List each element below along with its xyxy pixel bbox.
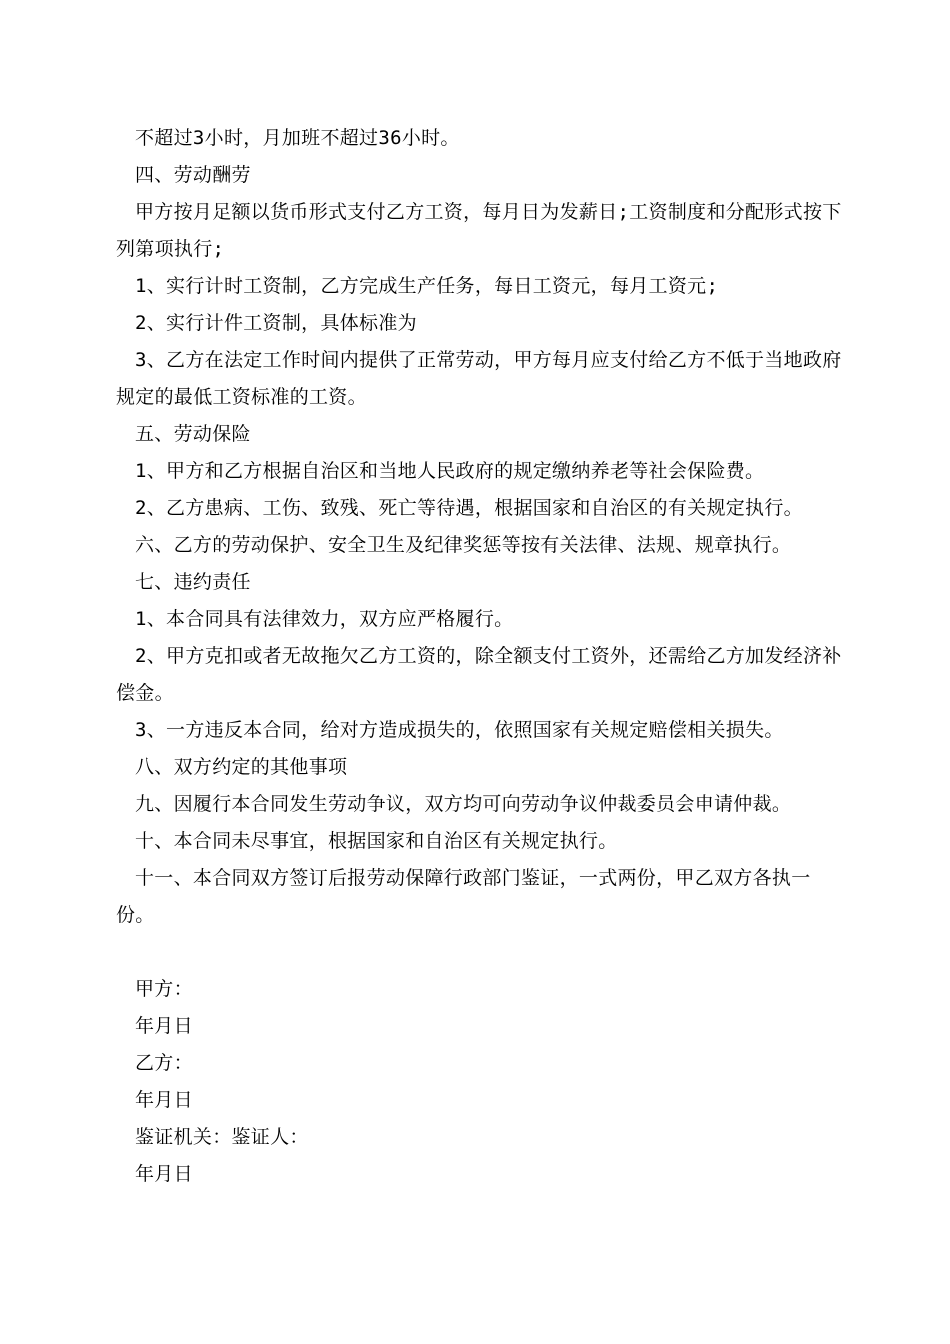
party-a-date: 年月日 [135,1015,193,1037]
party-b-date: 年月日 [135,1089,193,1111]
section-unaddressed-matters: 十、本合同未尽事宜，根据国家和自治区有关规定执行。 [135,830,618,852]
section-copies: 十一、本合同双方签订后报劳动保障行政部门鉴证，一式两份，甲乙双方各执一份。 [116,867,811,926]
section-heading-liability: 七、违约责任 [135,571,251,593]
section-labor-protection: 六、乙方的劳动保护、安全卫生及纪律奖惩等按有关法律、法规、规章执行。 [135,534,792,556]
contract-body [116,120,846,1193]
section-heading-insurance: 五、劳动保险 [135,423,251,445]
paragraph-legal-effect: 1、本合同具有法律效力，双方应严格履行。 [135,608,514,630]
party-b-label: 乙方： [135,1052,193,1074]
paragraph-injury-benefits: 2、乙方患病、工伤、致残、死亡等待遇，根据国家和自治区的有关规定执行。 [135,497,803,519]
paragraph-wage-arrears: 2、甲方克扣或者无故拖欠乙方工资的，除全额支付工资外，还需给乙方加发经济补偿金。 [116,645,842,704]
section-dispute-arbitration: 九、因履行本合同发生劳动争议，双方均可向劳动争议仲裁委员会申请仲裁。 [135,793,792,815]
paragraph-wage-payment: 甲方按月足额以货币形式支付乙方工资，每月日为发薪日;工资制度和分配形式按下列第项执行; [116,201,842,260]
paragraph-social-insurance: 1、甲方和乙方根据自治区和当地人民政府的规定缴纳养老等社会保险费。 [135,460,765,482]
paragraph-overtime-limit: 不超过3小时，月加班不超过36小时。 [135,127,460,149]
section-other-matters: 八、双方约定的其他事项 [135,756,348,778]
section-heading-remuneration: 四、劳动酬劳 [135,164,251,186]
paragraph-minimum-wage: 3、乙方在法定工作时间内提供了正常劳动，甲方每月应支付给乙方不低于当地政府规定的最低工资标准的工资。 [116,349,842,408]
authentication-date: 年月日 [135,1163,193,1185]
authentication-label: 鉴证机关：鉴证人： [135,1126,309,1148]
party-a-label: 甲方： [135,978,193,1000]
paragraph-breach-compensation: 3、一方违反本合同，给对方造成损失的，依照国家有关规定赔偿相关损失。 [135,719,784,741]
paragraph-piece-wage: 2、实行计件工资制，具体标准为 [135,312,417,334]
signature-block [116,971,846,1193]
paragraph-time-wage: 1、实行计时工资制，乙方完成生产任务，每日工资元，每月工资元; [135,275,719,297]
